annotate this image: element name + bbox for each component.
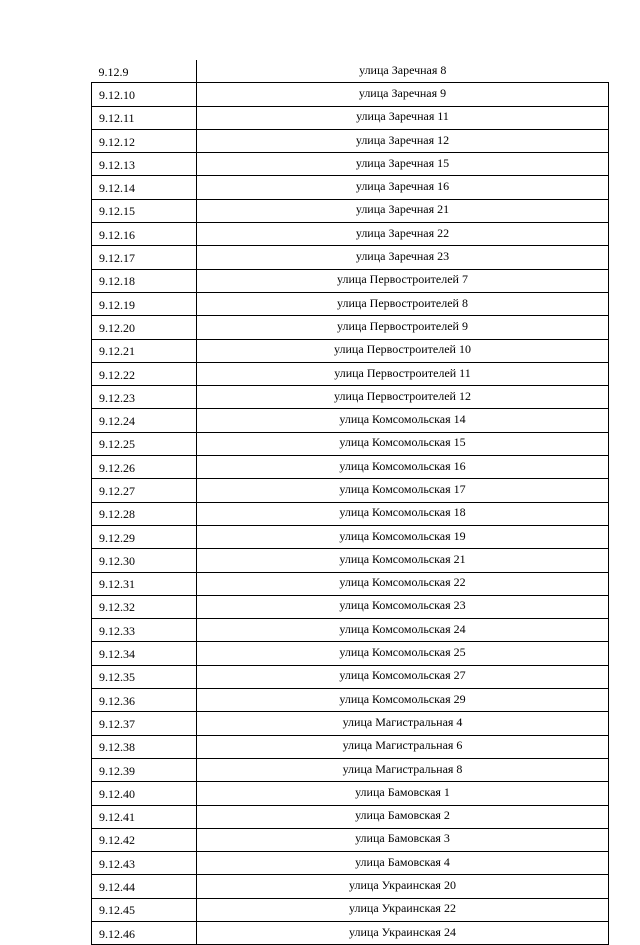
address-cell: улица Заречная 15 xyxy=(197,153,609,176)
address-cell: улица Первостроителей 7 xyxy=(197,269,609,292)
address-table xyxy=(91,60,609,945)
item-number-cell: 9.12.31 xyxy=(92,572,197,595)
item-number-cell: 9.12.41 xyxy=(92,805,197,828)
item-number-cell: 9.12.44 xyxy=(92,875,197,898)
address-cell: улица Комсомольская 24 xyxy=(197,619,609,642)
item-number-cell: 9.12.30 xyxy=(92,549,197,572)
address-cell: улица Магистральная 8 xyxy=(197,758,609,781)
table-row xyxy=(92,758,609,781)
address-cell: улица Заречная 11 xyxy=(197,106,609,129)
table-row xyxy=(92,106,609,129)
table-row xyxy=(92,456,609,479)
item-number-cell: 9.12.19 xyxy=(92,292,197,315)
table-row xyxy=(92,921,609,944)
table-row xyxy=(92,525,609,548)
address-cell: улица Бамовская 4 xyxy=(197,852,609,875)
address-cell: улица Заречная 21 xyxy=(197,199,609,222)
table-row xyxy=(92,386,609,409)
address-cell: улица Украинская 22 xyxy=(197,898,609,921)
address-cell: улица Комсомольская 19 xyxy=(197,525,609,548)
table-row xyxy=(92,60,609,83)
address-cell: улица Украинская 20 xyxy=(197,875,609,898)
table-row xyxy=(92,129,609,152)
table-row xyxy=(92,316,609,339)
table-row xyxy=(92,246,609,269)
table-row xyxy=(92,269,609,292)
item-number-cell: 9.12.29 xyxy=(92,525,197,548)
item-number-cell: 9.12.24 xyxy=(92,409,197,432)
address-table-body xyxy=(92,60,609,945)
item-number-cell: 9.12.37 xyxy=(92,712,197,735)
item-number-cell: 9.12.38 xyxy=(92,735,197,758)
item-number-cell: 9.12.28 xyxy=(92,502,197,525)
item-number-cell: 9.12.20 xyxy=(92,316,197,339)
address-cell: улица Украинская 24 xyxy=(197,921,609,944)
item-number-cell: 9.12.34 xyxy=(92,642,197,665)
address-cell: улица Комсомольская 17 xyxy=(197,479,609,502)
item-number-cell: 9.12.22 xyxy=(92,362,197,385)
item-number-cell: 9.12.32 xyxy=(92,595,197,618)
item-number-cell: 9.12.15 xyxy=(92,199,197,222)
address-cell: улица Комсомольская 29 xyxy=(197,689,609,712)
address-cell: улица Комсомольская 23 xyxy=(197,595,609,618)
table-row xyxy=(92,362,609,385)
address-cell: улица Комсомольская 27 xyxy=(197,665,609,688)
item-number-cell: 9.12.9 xyxy=(92,60,197,83)
table-row xyxy=(92,83,609,106)
item-number-cell: 9.12.11 xyxy=(92,106,197,129)
item-number-cell: 9.12.40 xyxy=(92,782,197,805)
table-row xyxy=(92,339,609,362)
table-row xyxy=(92,875,609,898)
item-number-cell: 9.12.36 xyxy=(92,689,197,712)
address-cell: улица Комсомольская 16 xyxy=(197,456,609,479)
table-row xyxy=(92,852,609,875)
address-cell: улица Заречная 9 xyxy=(197,83,609,106)
address-cell: улица Бамовская 2 xyxy=(197,805,609,828)
table-row xyxy=(92,572,609,595)
item-number-cell: 9.12.14 xyxy=(92,176,197,199)
table-row xyxy=(92,712,609,735)
table-row xyxy=(92,619,609,642)
table-row xyxy=(92,689,609,712)
item-number-cell: 9.12.33 xyxy=(92,619,197,642)
address-cell: улица Первостроителей 11 xyxy=(197,362,609,385)
address-cell: улица Первостроителей 12 xyxy=(197,386,609,409)
item-number-cell: 9.12.45 xyxy=(92,898,197,921)
table-row xyxy=(92,595,609,618)
table-row xyxy=(92,782,609,805)
address-cell: улица Комсомольская 15 xyxy=(197,432,609,455)
table-row xyxy=(92,409,609,432)
address-cell: улица Бамовская 1 xyxy=(197,782,609,805)
item-number-cell: 9.12.42 xyxy=(92,828,197,851)
item-number-cell: 9.12.26 xyxy=(92,456,197,479)
table-row xyxy=(92,665,609,688)
address-cell: улица Заречная 12 xyxy=(197,129,609,152)
item-number-cell: 9.12.23 xyxy=(92,386,197,409)
address-cell: улица Магистральная 6 xyxy=(197,735,609,758)
address-cell: улица Комсомольская 21 xyxy=(197,549,609,572)
table-row xyxy=(92,153,609,176)
table-row xyxy=(92,502,609,525)
address-cell: улица Заречная 16 xyxy=(197,176,609,199)
address-cell: улица Первостроителей 9 xyxy=(197,316,609,339)
table-row xyxy=(92,176,609,199)
address-cell: улица Заречная 23 xyxy=(197,246,609,269)
table-row xyxy=(92,223,609,246)
item-number-cell: 9.12.43 xyxy=(92,852,197,875)
item-number-cell: 9.12.25 xyxy=(92,432,197,455)
table-row xyxy=(92,735,609,758)
address-cell: улица Первостроителей 10 xyxy=(197,339,609,362)
item-number-cell: 9.12.46 xyxy=(92,921,197,944)
item-number-cell: 9.12.12 xyxy=(92,129,197,152)
table-row xyxy=(92,805,609,828)
table-row xyxy=(92,432,609,455)
address-cell: улица Комсомольская 14 xyxy=(197,409,609,432)
item-number-cell: 9.12.35 xyxy=(92,665,197,688)
table-row xyxy=(92,479,609,502)
table-row xyxy=(92,898,609,921)
item-number-cell: 9.12.21 xyxy=(92,339,197,362)
address-cell: улица Заречная 8 xyxy=(197,60,609,83)
item-number-cell: 9.12.27 xyxy=(92,479,197,502)
item-number-cell: 9.12.10 xyxy=(92,83,197,106)
address-cell: улица Бамовская 3 xyxy=(197,828,609,851)
item-number-cell: 9.12.16 xyxy=(92,223,197,246)
item-number-cell: 9.12.39 xyxy=(92,758,197,781)
table-row xyxy=(92,549,609,572)
item-number-cell: 9.12.17 xyxy=(92,246,197,269)
item-number-cell: 9.12.18 xyxy=(92,269,197,292)
address-cell: улица Комсомольская 25 xyxy=(197,642,609,665)
table-row xyxy=(92,292,609,315)
table-row xyxy=(92,642,609,665)
address-cell: улица Комсомольская 22 xyxy=(197,572,609,595)
address-cell: улица Первостроителей 8 xyxy=(197,292,609,315)
address-cell: улица Заречная 22 xyxy=(197,223,609,246)
table-row xyxy=(92,199,609,222)
address-cell: улица Комсомольская 18 xyxy=(197,502,609,525)
table-row xyxy=(92,828,609,851)
address-cell: улица Магистральная 4 xyxy=(197,712,609,735)
item-number-cell: 9.12.13 xyxy=(92,153,197,176)
